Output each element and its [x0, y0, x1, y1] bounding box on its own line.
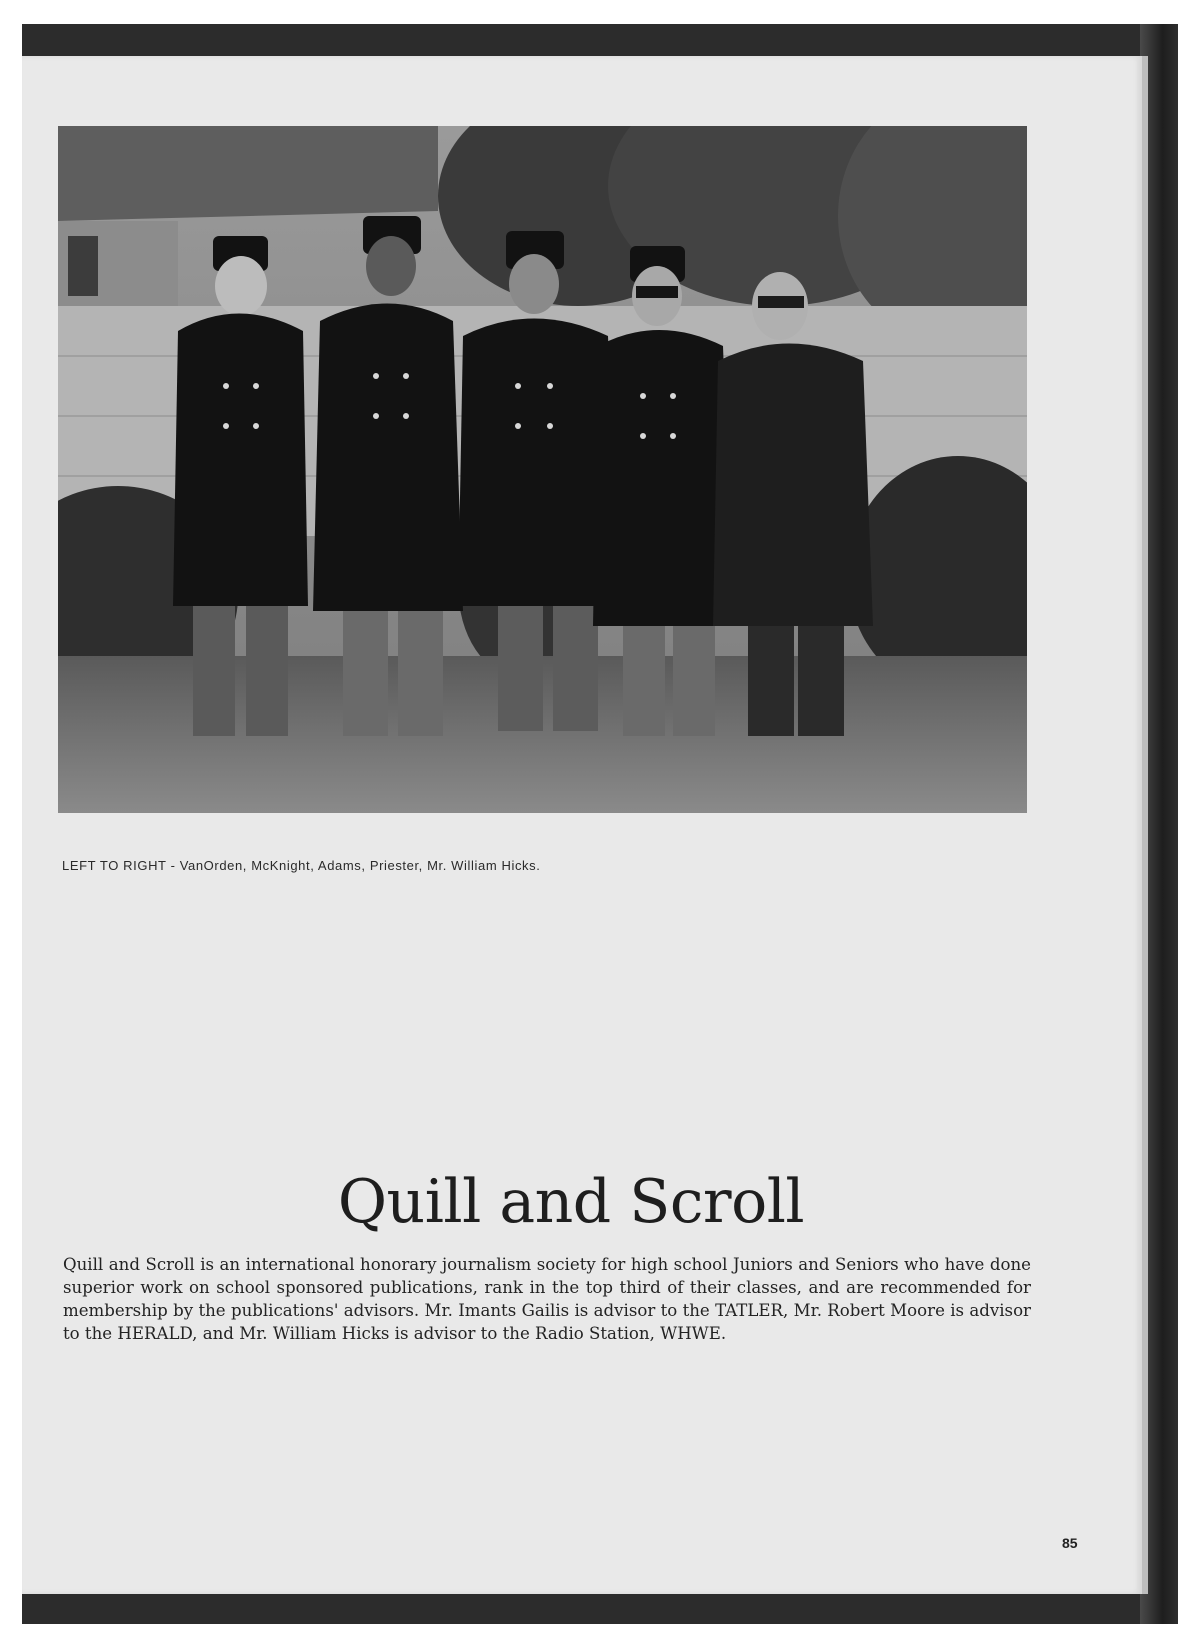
page-number: 85 [1062, 1535, 1078, 1551]
body-paragraph: Quill and Scroll is an international honorary journalism society for high school Juniors and Seniors who have done superior work on school sponsored publications, rank in the top third of their classes, and are recommended for membership by the publications' advisors. Mr. Imants Gailis is advisor to the TATLER, Mr. Robert Moore is advisor to the HERALD, and Mr. William Hicks is advisor to the Radio Station, WHWE. [63, 1255, 1031, 1343]
photo-caption: LEFT TO RIGHT - VanOrden, McKnight, Adams, Priester, Mr. William Hicks. [62, 858, 541, 873]
page-edge [1142, 56, 1148, 1594]
group-photo [58, 126, 1027, 813]
page-title: Quill and Scroll [337, 1167, 805, 1237]
